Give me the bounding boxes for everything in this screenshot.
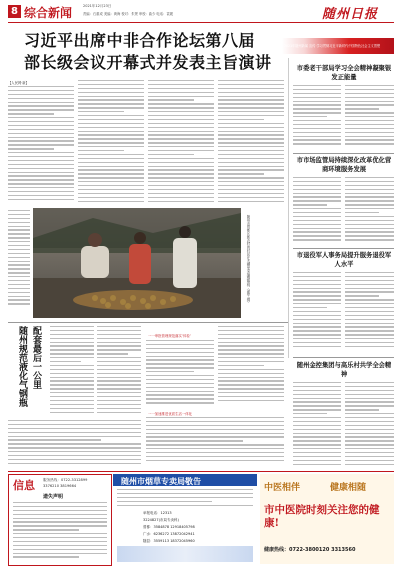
lower-article-1-col-c (8, 420, 141, 468)
photo-caption-text: 随州市曾都区新农村的村民在大棚里采摘猕猴桃（翟华 摄） (246, 215, 250, 305)
hospital-ad-main: 市中医院时刻关注您的健康! (264, 504, 380, 529)
right-article-1-body-b (345, 85, 394, 151)
lower-article-2-col-b (218, 326, 284, 406)
right-divider-3 (293, 357, 394, 358)
lower-article-1-col-a (50, 326, 94, 418)
date-line: 2021年12月23日 (83, 4, 112, 8)
small-tag-2: 一一加速推进优质生活一体化 (148, 412, 193, 416)
lower-article-2-col-c (146, 417, 284, 467)
tobacco-ad-phone-1: 3224827(市局专卖科) (143, 518, 179, 522)
editor-line: 责编：石重成 美编：黄海 校对：朱贤 审校：曲少 电话：袁媛 (83, 12, 173, 16)
vertical-headline (8, 326, 48, 418)
main-article-col4 (218, 80, 284, 204)
tobacco-ad-graphic (117, 546, 253, 562)
main-article-col3 (148, 80, 214, 204)
tobacco-ad-body (117, 489, 253, 509)
lower-article-1-col-b (97, 326, 141, 418)
right-divider-1 (293, 153, 394, 154)
hospital-ad-slogan-2: 健康相随 (330, 483, 367, 493)
right-article-1-title: 市委老干部局学习全会精神凝聚银发正能量 (296, 65, 392, 81)
main-article-col2 (78, 80, 144, 204)
lower-article-2-col-a (146, 340, 214, 406)
right-divider-2 (293, 248, 394, 249)
main-photo (33, 208, 241, 318)
main-headline-line2: 部长级会议开幕式并发表主旨演讲 (24, 53, 272, 72)
tobacco-ad-phone-2: 曾都：3584878 12918405798 (143, 525, 195, 529)
right-article-3-body-b (345, 272, 394, 354)
banner-text: 2021年随州新闻 宣传 学习贯彻习近平新时代中国特色社会主义思想 (284, 44, 381, 48)
masthead (0, 0, 402, 22)
classifieds-notice-title: 遗失声明 (43, 494, 64, 500)
right-article-4-body-a (293, 382, 341, 472)
classifieds-box (8, 474, 112, 566)
classifieds-phone-2: 3376210 3819664 (43, 484, 77, 488)
column-divider (288, 58, 289, 358)
photo-left-text (8, 210, 30, 310)
lower-section-rule (8, 322, 288, 323)
small-tag-1: 一一审批管理规范落实‘体检’ (148, 334, 191, 338)
vertical-headline-line1: 配套最后一公里 (31, 326, 41, 389)
main-headline-line1: 习近平出席中非合作论坛第八届 (24, 31, 256, 50)
greenhouse-photo-illustration (33, 208, 241, 318)
right-article-2-body-b (345, 177, 394, 247)
right-article-4-body-b (345, 382, 394, 472)
brand-logo: 随州日报 (322, 7, 379, 22)
right-article-2-body-a (293, 177, 341, 247)
tobacco-ad-phone-3: 广水：6236272 13872042941 (143, 532, 195, 536)
classifieds-notice-body (13, 502, 107, 562)
tobacco-ad (113, 474, 257, 564)
section-title: 综合新闻 (24, 6, 73, 20)
bottom-rule (8, 471, 394, 472)
vertical-headline-line2: 随州规范液化气钢瓶 (17, 326, 27, 407)
hospital-ad-hotline: 健康热线：0722-3800120 3313560 (264, 547, 356, 553)
main-dateline: 【人民网·新】 (8, 81, 29, 85)
right-article-4-title: 随州金控集团与高乐村共学全会精神 (296, 362, 392, 378)
hospital-ad (260, 474, 394, 564)
right-article-3-body-a (293, 272, 341, 354)
tobacco-ad-phones-label: 举报电话：12313 (143, 511, 172, 515)
classifieds-phone: 服务热线：0722-3312899 (43, 478, 88, 482)
right-article-2-title: 市市场监管局持续深化改革优化营商环境服务发展 (296, 157, 392, 173)
page-number-badge: 8 (8, 5, 21, 18)
masthead-rule (8, 22, 394, 23)
banner (282, 38, 394, 54)
right-article-1-body-a (293, 85, 341, 151)
main-article-col1 (8, 86, 74, 204)
tobacco-ad-phone-4: 随县：3559113 18372045960 (143, 539, 195, 543)
hospital-ad-slogan-1: 中医相伴 (264, 483, 301, 493)
tobacco-ad-header (113, 474, 257, 486)
photo-caption (245, 215, 283, 315)
right-article-3-title: 市退役军人事务局提升服务退役军人水平 (296, 252, 392, 268)
classifieds-label: 信息 (13, 479, 35, 492)
tobacco-ad-title: 随州市烟草专卖局敬告 (121, 475, 201, 486)
